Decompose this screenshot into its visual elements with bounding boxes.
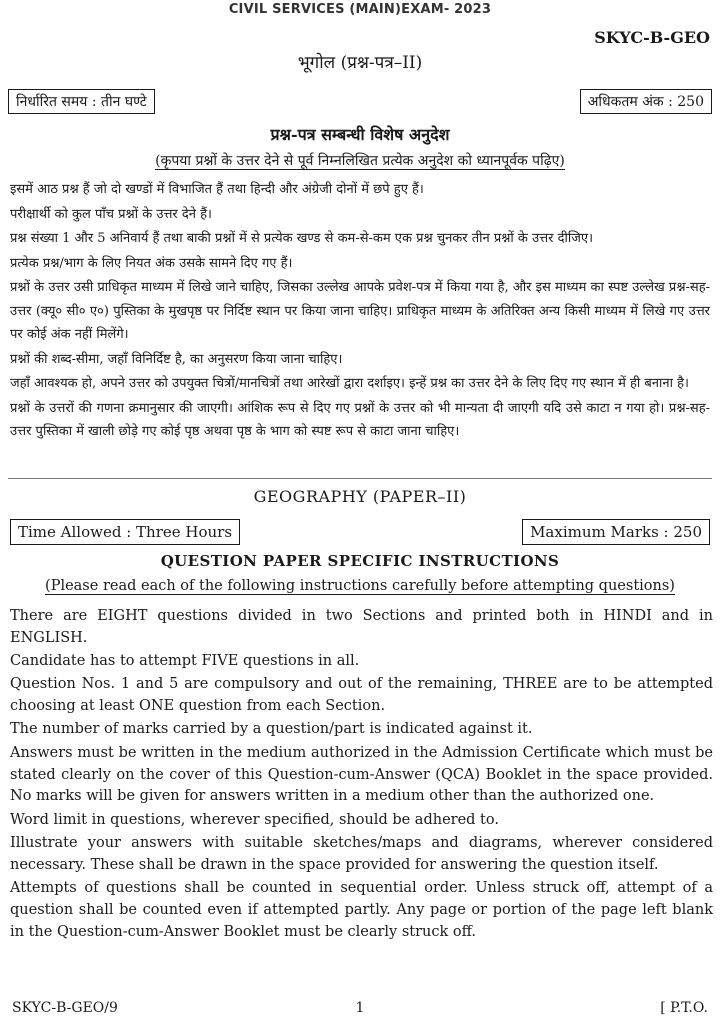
- hindi-subheading-text: (कृपया प्रश्नों के उत्तर देने से पूर्व निम्नलिखित प्रत्येक अनुदेश को ध्यानपूर्वक पढ़िए): [155, 153, 565, 169]
- english-instruction: There are EIGHT questions divided in two Sections and printed both in HINDI and in ENGLISH.: [10, 608, 713, 646]
- pto-label: [ P.T.O.: [660, 1000, 708, 1016]
- english-subheading: [0, 578, 720, 594]
- english-instruction: Candidate has to attempt FIVE questions in all.: [10, 653, 360, 670]
- english-subheading-text: (Please read each of the following instructions carefully before attempting questions): [45, 578, 675, 594]
- english-instruction: Illustrate your answers with suitable sketches/maps and diagrams, wherever considered necessary. These shall be drawn in the space provided for answering the question itself.: [10, 834, 713, 873]
- page-number: 1: [355, 1000, 365, 1016]
- paper-code: SKYC-B-GEO: [594, 28, 710, 47]
- english-instruction: Attempts of questions shall be counted in sequential order. Unless struck off, attempt of a question shall be counted even if attempted partly. Any page or portion of the page left blank in the Question-cum-Answer Booklet must be clearly struck off.: [10, 880, 713, 940]
- hindi-heading: प्रश्न-पत्र सम्बन्धी विशेष अनुदेश: [270, 125, 450, 144]
- hindi-instruction: जहाँ आवश्यक हो, अपने उत्तर को उपयुक्त चित्रों/मानचित्रों तथा आरेखों द्वारा दर्शाइए। इन्हें प्रश्न का उत्तर देने के लिए दिए गए स्थान में ही बनाना है।: [10, 376, 689, 391]
- english-instructions: [10, 606, 713, 945]
- hindi-subheading: [0, 151, 720, 170]
- exam-name: CIVIL SERVICES (MAIN)EXAM- 2023: [228, 2, 492, 17]
- hindi-time-allowed: निर्धारित समय : तीन घण्टे: [8, 89, 155, 114]
- hindi-instruction: परीक्षार्थी को कुल पाँच प्रश्नों के उत्तर देने हैं।: [10, 206, 212, 222]
- english-title: GEOGRAPHY (PAPER–II): [253, 487, 467, 506]
- footer-code: SKYC-B-GEO/9: [12, 1000, 118, 1016]
- hindi-instruction: प्रश्न संख्या 1 और 5 अनिवार्य हैं तथा बाकी प्रश्नों में से प्रत्येक खण्ड से कम-से-कम एक प्रश्न चुनकर तीन प्रश्नों के उत्तर दीजिए।: [10, 231, 594, 246]
- english-instruction: Answers must be written in the medium authorized in the Admission Certificate which must be stated clearly on the cover of this Question-cum-Answer (QCA) Booklet in the space provided. No marks will be given for answers written in a medium other than the authorized one.: [10, 744, 713, 805]
- english-instruction: The number of marks carried by a question/part is indicated against it.: [10, 721, 533, 738]
- hindi-title: भूगोल (प्रश्न-पत्र–II): [297, 53, 423, 73]
- english-instruction: Word limit in questions, wherever specified, should be adhered to.: [10, 811, 499, 828]
- hindi-max-marks: अधिकतम अंक : 250: [580, 89, 712, 114]
- hindi-instructions: [10, 178, 710, 445]
- hindi-instruction: प्रश्नों की शब्द-सीमा, जहाँ विनिर्दिष्ट है, का अनुसरण किया जाना चाहिए।: [10, 351, 343, 367]
- english-heading: QUESTION PAPER SPECIFIC INSTRUCTIONS: [160, 552, 560, 570]
- hindi-instruction: प्रश्नों के उत्तर उसी प्राधिकृत माध्यम में लिखे जाने चाहिए, जिसका उल्लेख आपके प्रवेश-पत्र में किया गया है, और इस माध्यम का स्पष्ट उल्लेख प्रश्न-सह-उत्तर (क्यू० सी० ए०) पुस्तिका के मुखपृष्ठ पर निर्दिष्ट स्थान पर किया जाना चाहिए। प्राधिकृत माध्यम के अतिरिक्त अन्य किसी माध्यम में लिखे गए उत्तर पर कोई अंक नहीं मिलेंगे।: [10, 280, 710, 342]
- section-divider: [8, 478, 712, 479]
- hindi-instruction: इसमें आठ प्रश्न हैं जो दो खण्डों में विभाजित हैं तथा हिन्दी और अंग्रेजी दोनों में छपे हुए हैं।: [10, 182, 424, 197]
- english-max-marks: Maximum Marks : 250: [522, 519, 710, 545]
- hindi-instruction: प्रत्येक प्रश्न/भाग के लिए नियत अंक उसके सामने दिए गए हैं।: [10, 255, 293, 271]
- hindi-instruction: प्रश्नों के उत्तरों की गणना क्रमानुसार की जाएगी। आंशिक रूप से दिए गए प्रश्नों के उत्तर को भी मान्यता दी जाएगी यदि उसे काटा न गया हो। प्रश्न-सह-उत्तर पुस्तिका में खाली छोड़े गए कोई पृष्ठ अथवा पृष्ठ के भाग को स्पष्ट रूप से काटा जाना चाहिए।: [10, 400, 710, 439]
- english-time-allowed: Time Allowed : Three Hours: [10, 519, 240, 545]
- english-instruction: Question Nos. 1 and 5 are compulsory and out of the remaining, THREE are to be attempted choosing at least ONE question from each Section.: [10, 676, 713, 715]
